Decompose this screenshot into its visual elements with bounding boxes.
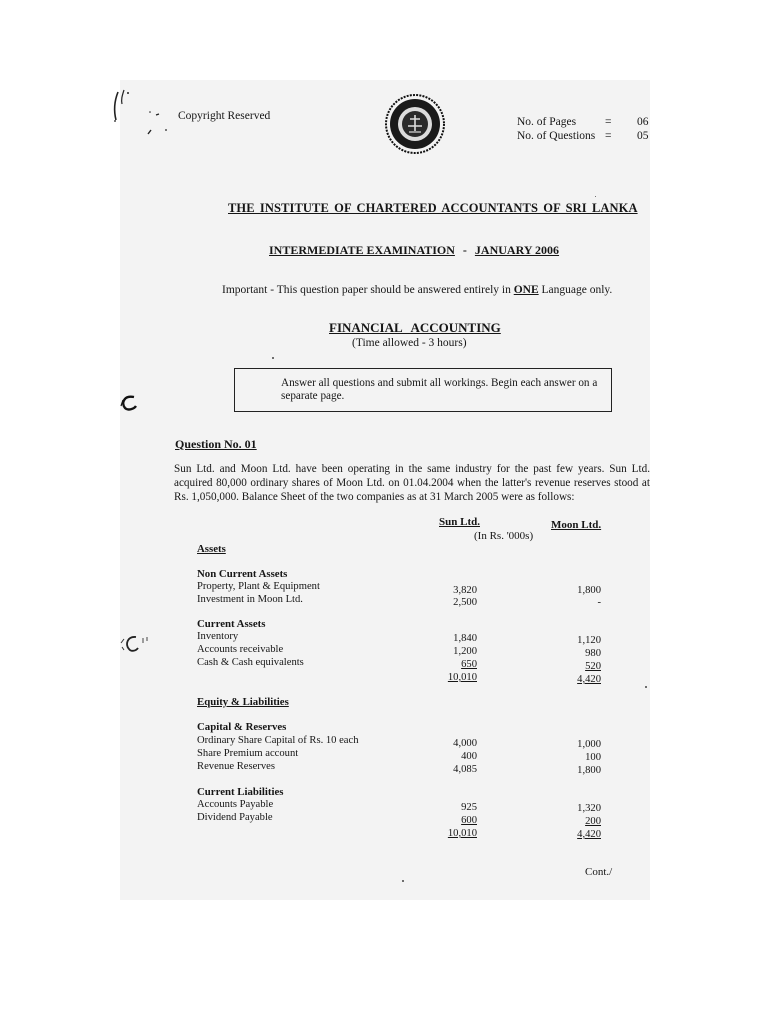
question-title: Question No. 01 (175, 437, 257, 451)
equity-liabilities-heading: Equity & Liabilities (197, 696, 289, 708)
row-label-share-premium: Share Premium account (197, 748, 299, 759)
row-label-share-capital: Ordinary Share Capital of Rs. 10 each (197, 735, 359, 746)
question-intro: Sun Ltd. and Moon Ltd. have been operating in the same industry for the past few years. Sun Ltd. acquired 80,000 ordinary shares of Moon Ltd. on 01.04.2004 when the latter's revenue reserves stood at Rs. 1,050,000. Balance Sheet of the two companies as at 31 March 2005 were as follows: (174, 463, 650, 503)
non-current-assets-heading: Non Current Assets (197, 568, 288, 580)
row-label-dividend-payable: Dividend Payable (197, 812, 273, 823)
revenue-reserves-moon: 1,800 (577, 765, 601, 776)
row-label-ppe: Property, Plant & Equipment (197, 581, 320, 592)
pages-value: 06 (637, 116, 649, 128)
dividend-payable-sun: 600 (461, 815, 477, 826)
important-separator: - (270, 284, 275, 296)
inventory-moon: 1,120 (577, 635, 601, 646)
accounts-payable-sun: 925 (461, 802, 477, 813)
row-label-cash: Cash & Cash equivalents (197, 657, 304, 668)
row-label-investment: Investment in Moon Ltd. (197, 594, 303, 605)
questions-label: No. of Questions (517, 130, 596, 142)
total-assets-moon: 4,420 (577, 674, 601, 685)
subject-title: FINANCIAL ACCOUNTING (329, 320, 501, 335)
time-allowed: (Time allowed - 3 hours) (352, 337, 467, 349)
important-suffix: Language only. (541, 284, 613, 296)
current-assets-heading: Current Assets (197, 618, 266, 630)
units-note: (In Rs. '000s) (474, 530, 534, 542)
cash-sun: 650 (461, 659, 477, 670)
accounts-payable-moon: 1,320 (577, 803, 601, 814)
dividend-payable-moon: 200 (585, 816, 601, 827)
row-label-accounts-payable: Accounts Payable (197, 799, 274, 810)
ppe-sun: 3,820 (453, 585, 477, 596)
capital-reserves-heading: Capital & Reserves (197, 721, 287, 733)
inventory-sun: 1,840 (453, 633, 477, 644)
scan-speck (595, 196, 596, 197)
continued-note: Cont./ (585, 866, 613, 878)
share-premium-sun: 400 (461, 751, 477, 762)
assets-heading: Assets (197, 543, 226, 555)
share-capital-sun: 4,000 (453, 738, 477, 749)
instructions-text: Answer all questions and submit all workings. Begin each answer on a separate page. (281, 377, 598, 402)
total-assets-sun: 10,010 (447, 672, 477, 683)
scan-speck (402, 880, 404, 882)
institute-title: THE INSTITUTE OF CHARTERED ACCOUNTANTS OF SRI LANKA (228, 201, 638, 215)
share-premium-moon: 100 (585, 752, 601, 763)
row-label-receivables: Accounts receivable (197, 644, 284, 655)
pages-label: No. of Pages (517, 116, 577, 128)
scan-speck (272, 357, 274, 359)
important-emphasis: ONE (513, 284, 539, 296)
receivables-moon: 980 (585, 648, 601, 659)
exam-date: JANUARY 2006 (474, 243, 560, 257)
total-equity-sun: 10,010 (447, 828, 477, 839)
investment-moon: - (597, 597, 601, 608)
scan-speck (645, 686, 647, 688)
exam-separator: - (462, 243, 467, 257)
investment-sun: 2,500 (453, 597, 477, 608)
important-text: This question paper should be answered entirely in (276, 284, 511, 296)
exam-name: INTERMEDIATE EXAMINATION (269, 243, 455, 257)
column-header-moon: Moon Ltd. (551, 519, 602, 531)
current-liabilities-heading: Current Liabilities (197, 786, 284, 798)
cash-moon: 520 (585, 661, 601, 672)
pages-equals: = (605, 116, 612, 128)
copyright-notice: Copyright Reserved (178, 110, 271, 122)
total-equity-moon: 4,420 (577, 829, 601, 840)
column-header-sun: Sun Ltd. (439, 516, 480, 528)
important-prefix: Important (222, 284, 268, 296)
row-label-inventory: Inventory (197, 631, 239, 642)
row-label-revenue-reserves: Revenue Reserves (197, 761, 275, 772)
revenue-reserves-sun: 4,085 (453, 764, 477, 775)
questions-equals: = (605, 130, 612, 142)
share-capital-moon: 1,000 (577, 739, 601, 750)
receivables-sun: 1,200 (453, 646, 477, 657)
questions-value: 05 (637, 130, 649, 142)
ppe-moon: 1,800 (577, 585, 601, 596)
